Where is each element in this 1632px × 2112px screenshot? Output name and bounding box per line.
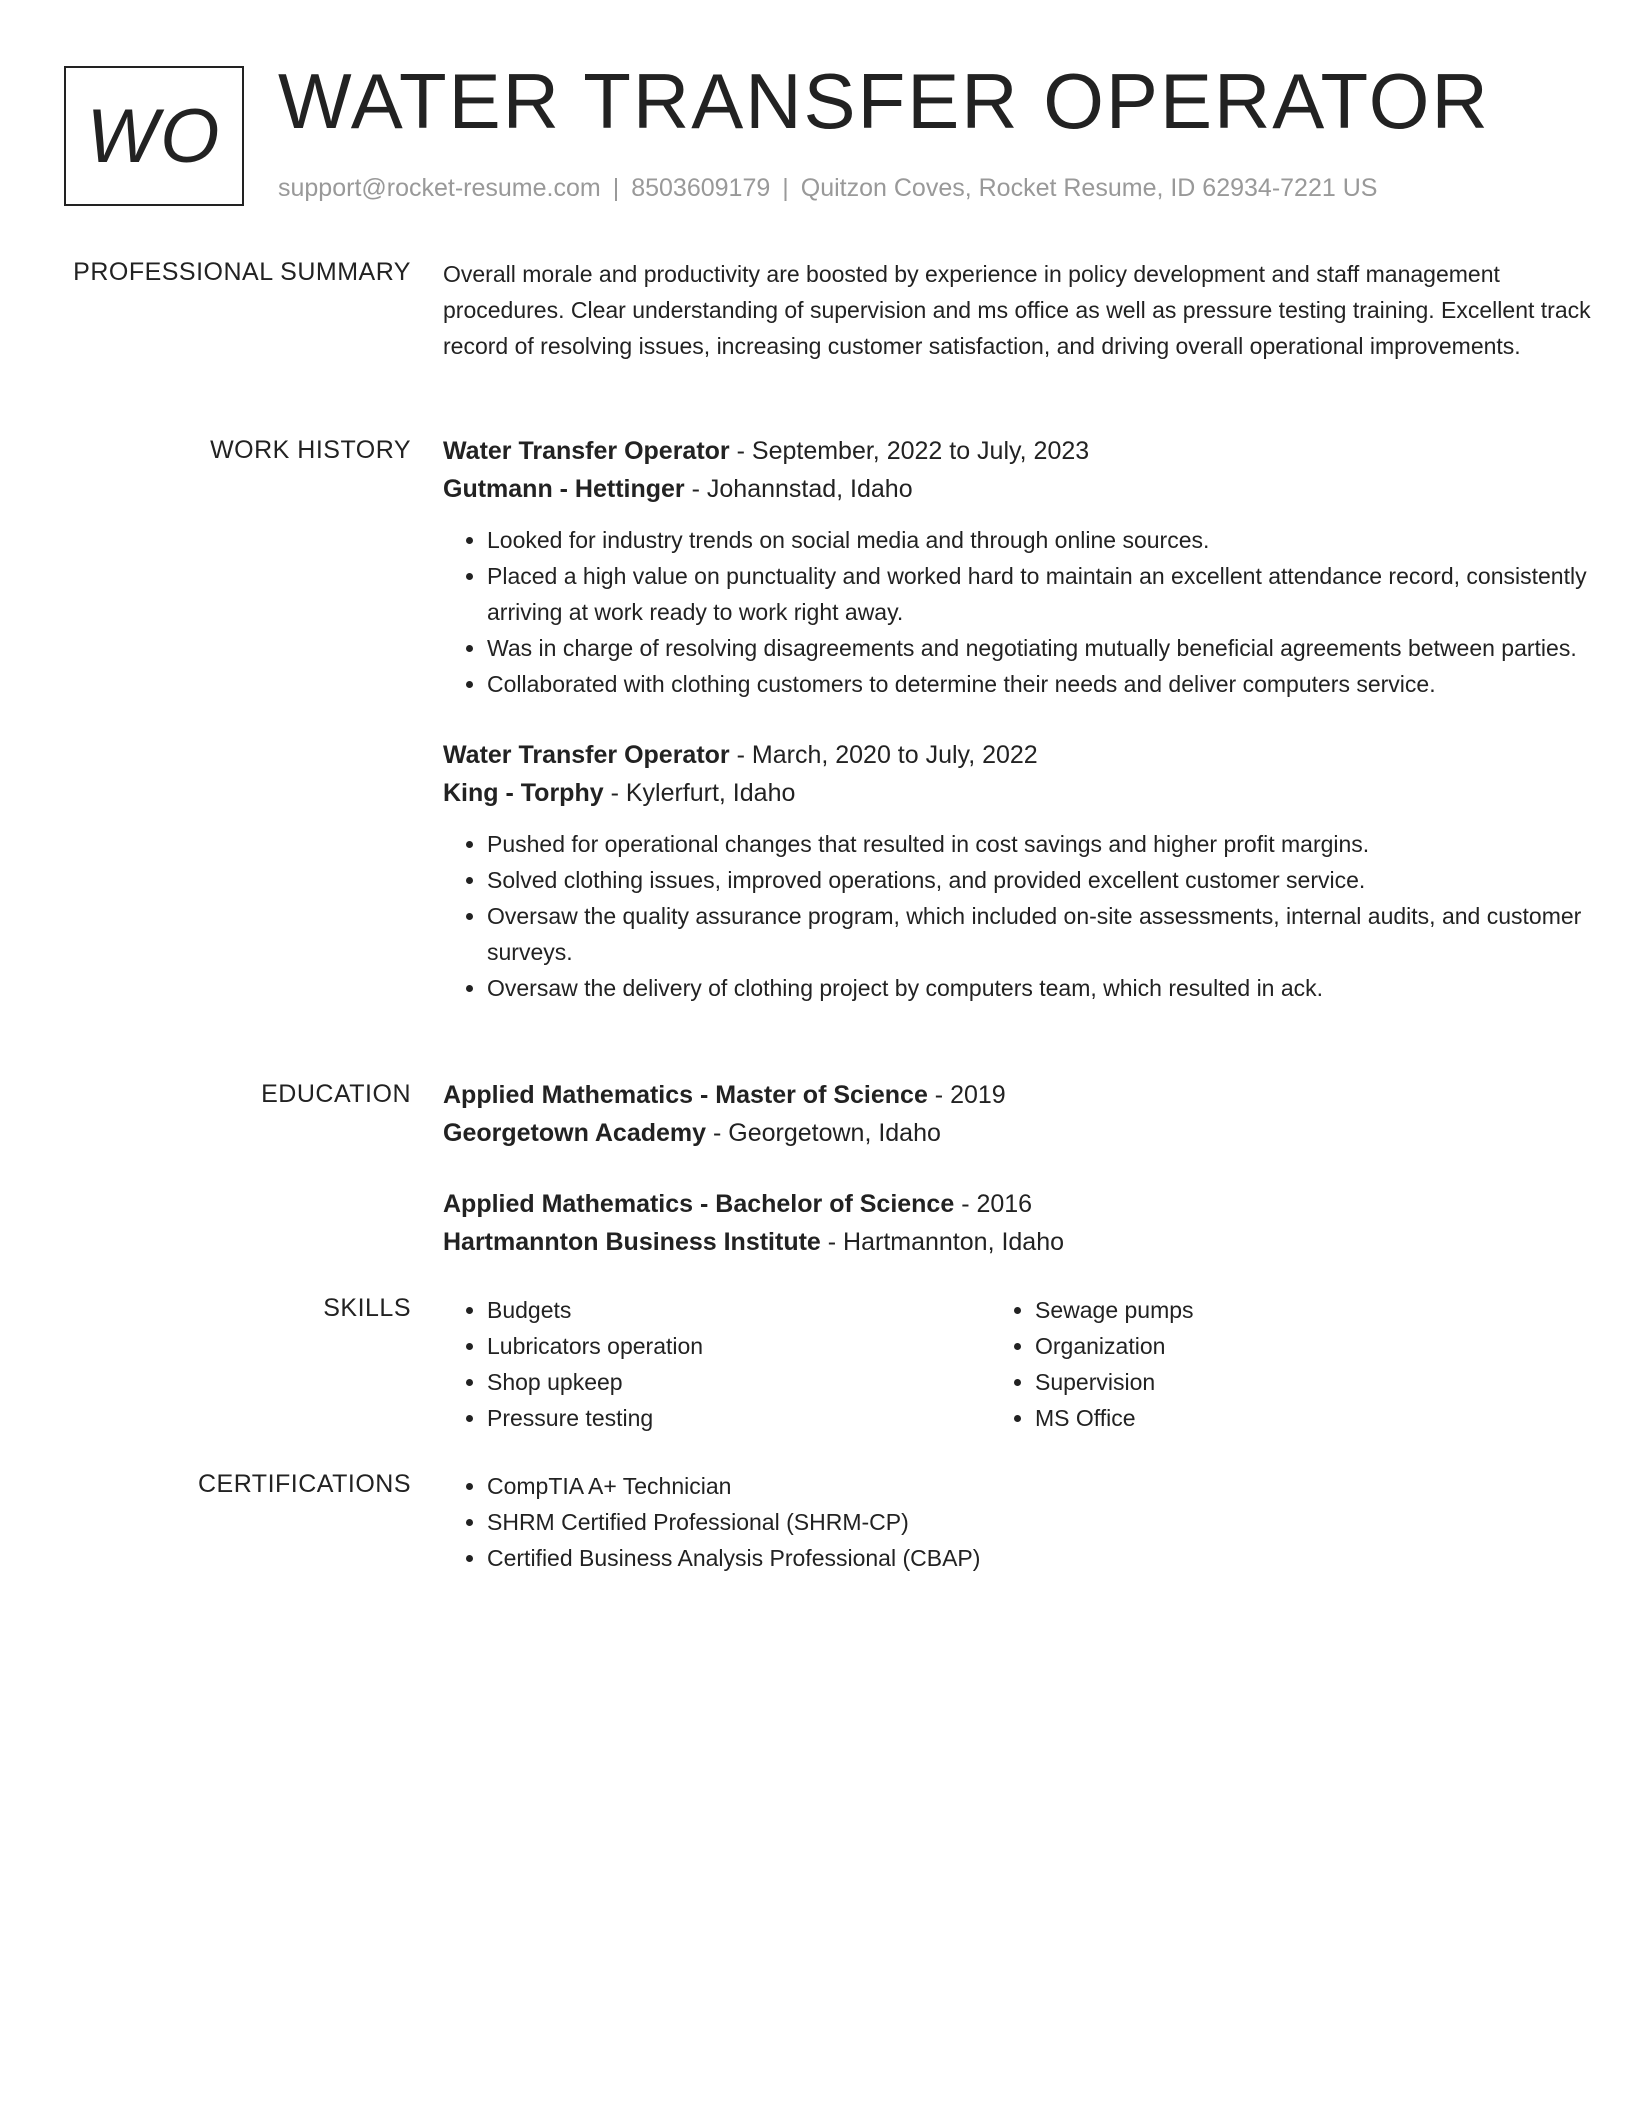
contact-separator: |: [782, 174, 789, 202]
certification-item: • SHRM Certified Professional (SHRM-CP): [487, 1504, 1623, 1540]
skill-item: • Organization: [1035, 1328, 1535, 1364]
job-title: Water Transfer Operator: [443, 741, 730, 769]
education-school-line: [443, 1114, 1623, 1152]
contact-separator: |: [612, 174, 620, 202]
education-degree: Applied Mathematics - Bachelor of Science: [443, 1190, 955, 1218]
job-bullet: • Looked for industry trends on social media and through online sources.: [487, 522, 1623, 558]
certification-item: • CompTIA A+ Technician: [487, 1468, 1623, 1504]
education-year: - 2019: [927, 1081, 1006, 1109]
skills-list-left: [443, 1292, 987, 1436]
job-bullet: • Collaborated with clothing customers to determine their needs and deliver computers service.: [487, 666, 1623, 702]
section-label-skills: SKILLS: [323, 1294, 411, 1322]
job-bullet: • Placed a high value on punctuality and worked hard to maintain an excellent attendance record, consistently arriving at work ready to work right away.: [487, 558, 1623, 630]
skills-list-right: [991, 1292, 1535, 1436]
job-company: King - Torphy: [443, 779, 604, 807]
section-label-work-history: WORK HISTORY: [210, 436, 411, 464]
job-entry: [443, 432, 1623, 702]
contact-phone: 8503609179: [631, 174, 771, 202]
job-bullets: [443, 522, 1623, 702]
job-location: - Johannstad, Idaho: [684, 475, 913, 503]
section-label-education: EDUCATION: [261, 1080, 411, 1108]
job-location: - Kylerfurt, Idaho: [603, 779, 796, 807]
education-year: - 2016: [954, 1190, 1033, 1218]
education-school: Hartmannton Business Institute: [443, 1228, 821, 1256]
job-bullet: • Solved clothing issues, improved operations, and provided excellent customer service.: [487, 862, 1623, 898]
education-location: - Georgetown, Idaho: [706, 1119, 941, 1147]
education-degree: Applied Mathematics - Master of Science: [443, 1081, 928, 1109]
education-body: [443, 1076, 1623, 1261]
job-company-line: [443, 774, 1623, 812]
education-degree-line: [443, 1185, 1623, 1223]
certifications-body: [443, 1468, 1623, 1576]
certification-item: • Certified Business Analysis Professional (CBAP): [487, 1540, 1623, 1576]
education-school: Georgetown Academy: [443, 1119, 707, 1147]
job-bullet: • Oversaw the delivery of clothing project by computers team, which resulted in ack.: [487, 970, 1623, 1006]
skill-item: • Sewage pumps: [1035, 1292, 1535, 1328]
job-dates: - September, 2022 to July, 2023: [729, 437, 1090, 465]
job-dates: - March, 2020 to July, 2022: [729, 741, 1038, 769]
contact-line: [278, 174, 1377, 203]
certifications-list: [443, 1468, 1623, 1576]
contact-address: Quitzon Coves, Rocket Resume, ID 62934-7221 US: [800, 174, 1378, 202]
education-degree-line: [443, 1076, 1623, 1114]
education-entry: [443, 1076, 1623, 1152]
job-title: Water Transfer Operator: [443, 437, 730, 465]
skills-columns: [443, 1292, 1623, 1436]
monogram-box: [64, 66, 244, 206]
skill-item: • Supervision: [1035, 1364, 1535, 1400]
job-bullets: [443, 826, 1623, 1006]
job-bullet: • Oversaw the quality assurance program, which included on-site assessments, internal audits, and customer surveys.: [487, 898, 1623, 970]
monogram-initials: WO: [86, 93, 222, 179]
skill-item: • MS Office: [1035, 1400, 1535, 1436]
job-bullet: • Pushed for operational changes that resulted in cost savings and higher profit margins.: [487, 826, 1623, 862]
work-history-body: [443, 432, 1623, 1006]
job-title-line: [443, 736, 1623, 774]
skills-body: [443, 1292, 1623, 1436]
education-entry: [443, 1185, 1623, 1261]
skill-item: • Lubricators operation: [487, 1328, 987, 1364]
section-label-summary: PROFESSIONAL SUMMARY: [73, 258, 411, 286]
section-label-certifications: CERTIFICATIONS: [197, 1470, 411, 1498]
job-company-line: [443, 470, 1623, 508]
job-company: Gutmann - Hettinger: [443, 475, 685, 503]
summary-body: [443, 256, 1623, 364]
skill-item: • Pressure testing: [487, 1400, 987, 1436]
education-school-line: [443, 1223, 1623, 1261]
education-location: - Hartmannton, Idaho: [820, 1228, 1065, 1256]
resume-title: WATER TRANSFER OPERATOR: [278, 57, 1490, 145]
skill-item: • Shop upkeep: [487, 1364, 987, 1400]
job-title-line: [443, 432, 1623, 470]
skill-item: • Budgets: [487, 1292, 987, 1328]
contact-email: support@rocket-resume.com: [278, 174, 601, 202]
job-entry: [443, 736, 1623, 1006]
job-bullet: • Was in charge of resolving disagreements and negotiating mutually beneficial agreements between parties.: [487, 630, 1623, 666]
summary-text: Overall morale and productivity are boosted by experience in policy development and staff management procedures. Clear understanding of supervision and ms office as well as pressure testing training. Excellent track record of resolving issues, increasing customer satisfaction, and driving overall operational improvements.: [443, 261, 1591, 359]
